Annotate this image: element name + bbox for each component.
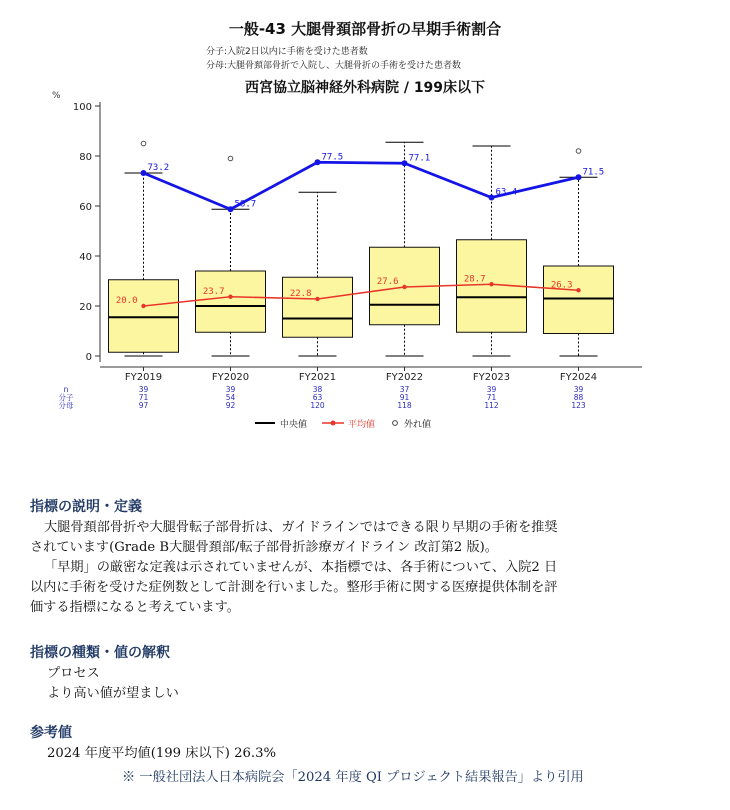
mean-value-label: 23.7 [202,286,225,297]
table-cell: 92 [225,401,236,410]
box-iqr [283,277,353,337]
mean-point [402,285,406,289]
section-line: 価する指標になると考えています。 [30,600,240,615]
table-cell: 63 [312,393,323,402]
x-tick-label: FY2020 [211,372,250,383]
section-line: 以内に手術を受けた症例数として計測を行いました。整形手術に関する医療提供体制を評 [30,580,558,595]
mean-point [228,295,232,299]
hospital-point [141,170,147,176]
x-tick-label: FY2019 [124,372,163,383]
hospital-point [576,174,582,180]
x-tick-label: FY2024 [559,372,598,383]
table-row-label: 分母 [58,401,74,410]
mean-value-label: 20.0 [115,296,138,306]
hospital-value-label: 71.5 [582,167,605,178]
legend-outlier-label: 外れ値 [404,420,432,430]
table-cell: 54 [225,393,236,402]
legend-mean-label: 平均値 [348,420,376,430]
legend-outlier-marker [393,421,398,426]
outlier-point [576,149,581,154]
box-iqr [109,280,179,353]
section-line: より高い値が望ましい [47,686,179,701]
y-tick-label: 60 [79,202,92,213]
outlier-point [228,156,233,161]
mean-point [489,282,493,286]
citation: ※ 一般社団法人日本病院会「2024 年度 QI プロジェクト結果報告」より引用 [122,770,584,785]
table-cell: 71 [138,393,149,402]
reference-value: 2024 年度平均値(199 床以下) 26.3% [47,746,276,761]
hospital-point [402,160,408,166]
chart-title: 一般-43 大腿骨頚部骨折の早期手術割合 [228,20,502,38]
section-heading: 指標の説明・定義 [30,499,142,515]
section-line: されています(Grade B大腿骨頚部/転子部骨折診療ガイドライン 改訂第2 版)。 [30,540,498,555]
y-tick-label: 0 [85,352,92,363]
table-cell: 91 [399,393,410,402]
hospital-point [315,159,321,165]
hospital-series-line [144,162,579,209]
hospital-point [489,195,495,201]
mean-value-label: 22.8 [289,289,312,299]
hospital-value-label: 77.1 [408,153,431,164]
numerator-definition: 分子:入院2日以内に手術を受けた患者数 [206,47,368,57]
y-tick-label: 100 [72,102,92,113]
table-cell: 71 [486,393,497,402]
section-reference [30,722,690,764]
table-cell: 38 [312,385,323,394]
table-row-label: 分子 [58,393,74,402]
x-tick-label: FY2023 [472,372,511,383]
mean-point [315,297,319,301]
mean-value-label: 28.7 [463,274,486,285]
table-cell: 112 [484,401,499,410]
table-cell: 39 [486,385,497,394]
x-tick-label: FY2022 [385,372,424,383]
legend-median-label: 中央値 [280,420,308,430]
legend-mean-marker [331,421,336,426]
mean-point [141,304,145,308]
hospital-value-label: 77.5 [321,152,344,163]
mean-value-label: 27.6 [376,277,399,287]
section-type [30,642,690,704]
table-cell: 39 [573,385,584,394]
table-cell: 88 [573,393,584,402]
table-cell: 37 [399,385,410,394]
table-cell: 118 [397,401,412,410]
table-row-label: n [63,385,69,394]
y-tick-label: 40 [79,252,92,263]
hospital-point [228,206,234,212]
y-tick-label: 80 [79,152,92,163]
section-line: 「早期」の厳密な定義は示されていませんが、本指標では、各手術について、入院2 日 [44,560,558,575]
table-cell: 120 [310,401,325,410]
x-tick-label: FY2021 [298,372,337,383]
box-iqr [544,266,614,334]
section-heading: 参考値 [30,725,72,741]
section-line: プロセス [47,666,100,681]
mean-point [576,288,580,292]
y-axis-label: % [52,91,61,101]
outlier-point [141,141,146,146]
table-cell: 123 [571,401,586,410]
mean-value-label: 26.3 [550,280,573,291]
hospital-value-label: 73.2 [147,163,170,173]
hospital-value-label: 63.4 [495,187,518,198]
table-cell: 39 [138,385,149,394]
box-iqr [196,271,266,332]
section-definition [30,496,690,618]
hospital-value-label: 58.7 [234,199,257,210]
hospital-subtitle: 西宮協立脳神経外科病院 / 199床以下 [244,80,486,96]
y-tick-label: 20 [79,302,92,313]
denominator-definition: 分母:大腿骨頚部骨折で入院し、大腿骨折の手術を受けた患者数 [206,61,462,71]
table-cell: 39 [225,385,236,394]
section-line: 大腿骨頚部骨折や大腿骨転子部骨折は、ガイドラインではできる限り早期の手術を推奨 [44,520,558,535]
section-heading: 指標の種類・値の解釈 [30,645,170,661]
table-cell: 97 [138,401,149,410]
